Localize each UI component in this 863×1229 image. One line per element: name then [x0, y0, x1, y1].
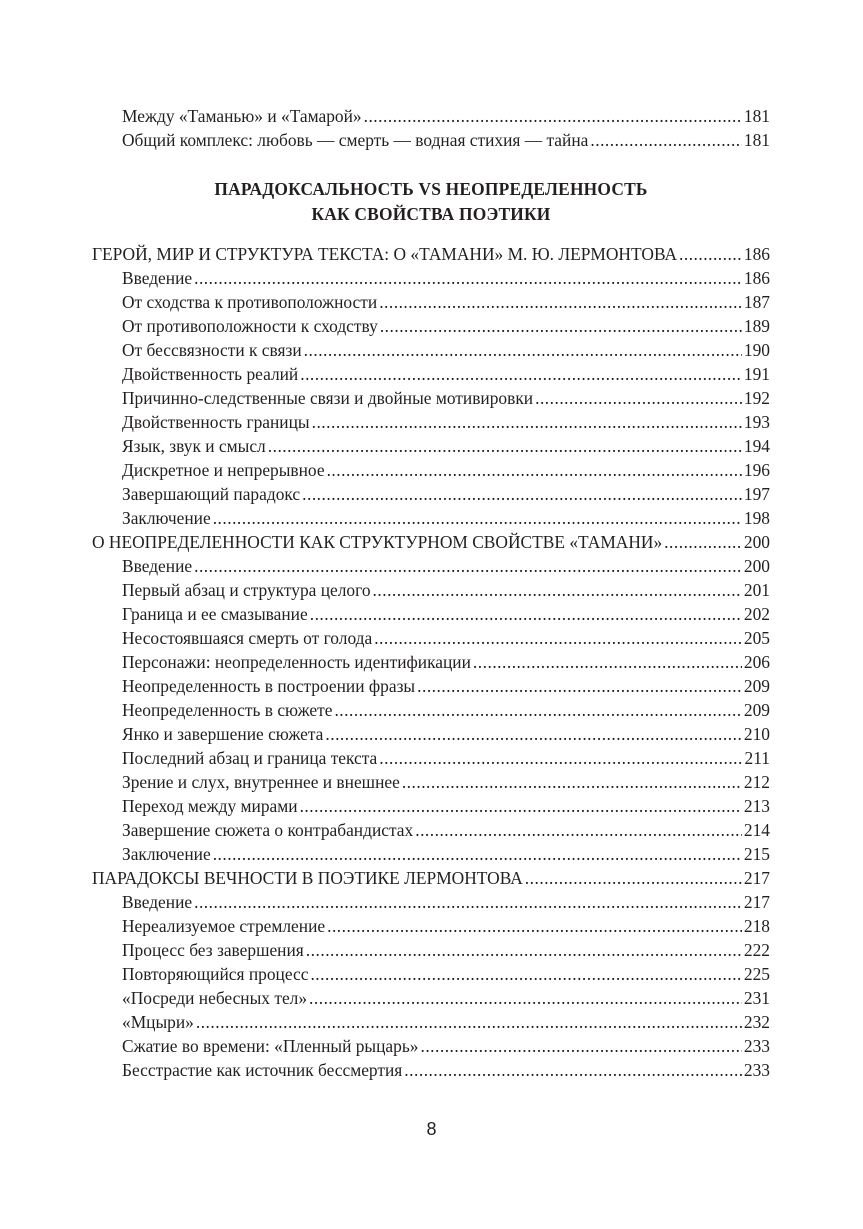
- toc-entry-page: 200: [743, 556, 770, 576]
- toc-entry-title: Завершающий парадокс: [122, 484, 301, 504]
- toc-entry-page: 181: [743, 106, 770, 126]
- toc-entry: [92, 1034, 770, 1058]
- toc-entry-title: Первый абзац и структура целого: [122, 580, 371, 600]
- toc-entry-title: Процесс без завершения: [122, 940, 304, 960]
- toc-entry-title: Граница и ее смазывание: [122, 604, 308, 624]
- toc-entry: [92, 986, 770, 1010]
- toc-entry-page: 209: [743, 700, 770, 720]
- toc-entry-title: Несостоявшаяся смерть от голода: [122, 628, 373, 648]
- dot-leader: [327, 458, 742, 482]
- toc-entry-page: 194: [743, 436, 770, 456]
- toc-entry-title: Двойственность границы: [122, 412, 310, 432]
- toc-entry: [92, 698, 770, 722]
- toc-entry-page: 213: [743, 796, 770, 816]
- toc-entry-title: Введение: [122, 556, 193, 576]
- toc-chapter-title: ПАРАДОКСЫ ВЕЧНОСТИ В ПОЭТИКЕ ЛЕРМОНТОВА: [92, 868, 523, 888]
- dot-leader: [310, 962, 741, 986]
- part-title-line-2: КАК СВОЙСТВА ПОЭТИКИ: [311, 204, 551, 224]
- toc-entry-page: 192: [743, 388, 770, 408]
- toc-entry: [92, 128, 770, 152]
- toc-entry: [92, 890, 770, 914]
- dot-leader: [300, 794, 742, 818]
- toc-entry-title: Заключение: [122, 508, 211, 528]
- toc-entry: [92, 410, 770, 434]
- toc-chapter-heading: [92, 530, 770, 554]
- toc-entry: [92, 458, 770, 482]
- dot-leader: [325, 722, 742, 746]
- dot-leader: [306, 938, 742, 962]
- dot-leader: [379, 290, 742, 314]
- toc-entry: [92, 602, 770, 626]
- toc-entry: [92, 674, 770, 698]
- dot-leader: [404, 1058, 742, 1082]
- toc-entry-title: Зрение и слух, внутреннее и внешнее: [122, 772, 400, 792]
- dot-leader: [417, 674, 742, 698]
- toc-entry: [92, 314, 770, 338]
- toc-entry: [92, 626, 770, 650]
- dot-leader: [334, 698, 741, 722]
- toc-entry-page: 187: [743, 292, 770, 312]
- toc-entry: [92, 554, 770, 578]
- toc-entry-page: 206: [743, 652, 770, 672]
- toc-entry: [92, 818, 770, 842]
- toc-entry: [92, 506, 770, 530]
- toc-entry-page: 181: [743, 130, 770, 150]
- toc-chapters: [92, 242, 770, 1082]
- dot-leader: [213, 842, 742, 866]
- toc-continued-entries: [92, 104, 770, 152]
- toc-entry: [92, 482, 770, 506]
- dot-leader: [473, 650, 742, 674]
- toc-entry-title: Двойственность реалий: [122, 364, 299, 384]
- toc-entry-page: 193: [743, 412, 770, 432]
- toc-entry: [92, 794, 770, 818]
- dot-leader: [420, 1034, 741, 1058]
- toc-entry-title: От противоположности к сходству: [122, 316, 378, 336]
- toc-entry-title: Повторяющийся процесс: [122, 964, 309, 984]
- toc-entry-title: «Посреди небесных тел»: [122, 988, 308, 1008]
- toc-entry: [92, 266, 770, 290]
- toc-entry-title: Общий комплекс: любовь — смерть — водная стихия — тайна: [122, 130, 589, 150]
- toc-entry: [92, 770, 770, 794]
- toc-entry-page: 212: [743, 772, 770, 792]
- toc-entry-title: Последний абзац и граница текста: [122, 748, 378, 768]
- toc-entry-title: От бессвязности к связи: [122, 340, 302, 360]
- toc-entry-page: 214: [743, 820, 770, 840]
- toc-entry-title: От сходства к противоположности: [122, 292, 378, 312]
- toc-entry-title: Завершение сюжета о контрабандистах: [122, 820, 414, 840]
- toc-chapter-page: 186: [743, 244, 770, 264]
- dot-leader: [312, 410, 742, 434]
- dot-leader: [374, 626, 742, 650]
- toc-entry-page: 215: [743, 844, 770, 864]
- toc-entry-page: 198: [743, 508, 770, 528]
- toc-chapter-page: 200: [743, 532, 770, 552]
- toc-entry-title: Неопределенность в сюжете: [122, 700, 333, 720]
- toc-entry-page: 205: [743, 628, 770, 648]
- toc-entry-page: 217: [743, 892, 770, 912]
- toc-entry-page: 225: [743, 964, 770, 984]
- dot-leader: [379, 746, 742, 770]
- dot-leader: [194, 890, 742, 914]
- toc-entry-title: Неопределенность в построении фразы: [122, 676, 416, 696]
- toc-entry-title: Причинно-следственные связи и двойные мотивировки: [122, 388, 534, 408]
- toc-entry-title: Введение: [122, 892, 193, 912]
- toc-entry-page: 210: [743, 724, 770, 744]
- dot-leader: [268, 434, 742, 458]
- toc-entry-page: 233: [743, 1060, 770, 1080]
- toc-chapter-page: 217: [743, 868, 770, 888]
- toc-entry-title: Нереализуемое стремление: [122, 916, 326, 936]
- toc-chapter-heading: [92, 866, 770, 890]
- toc-entry: [92, 338, 770, 362]
- dot-leader: [402, 770, 742, 794]
- toc-entry-page: 186: [743, 268, 770, 288]
- toc-entry-title: «Мцыри»: [122, 1012, 194, 1032]
- dot-leader: [535, 386, 742, 410]
- toc-entry-title: Бесстрастие как источник бессмертия: [122, 1060, 403, 1080]
- toc-entry-page: 189: [743, 316, 770, 336]
- toc-entry-title: Между «Таманью» и «Тамарой»: [122, 106, 362, 126]
- toc-entry: [92, 578, 770, 602]
- dot-leader: [300, 362, 742, 386]
- dot-leader: [373, 578, 742, 602]
- toc-entry-page: 190: [743, 340, 770, 360]
- toc-entry: [92, 962, 770, 986]
- toc-entry-page: 202: [743, 604, 770, 624]
- toc-entry: [92, 746, 770, 770]
- dot-leader: [309, 986, 742, 1010]
- dot-leader: [415, 818, 742, 842]
- toc-entry: [92, 362, 770, 386]
- dot-leader: [590, 128, 742, 152]
- page-number: 8: [426, 1119, 437, 1139]
- toc-entry-title: Дискретное и непрерывное: [122, 460, 325, 480]
- toc-entry: [92, 434, 770, 458]
- dot-leader: [679, 242, 742, 266]
- toc-entry-title: Язык, звук и смысл: [122, 436, 266, 456]
- toc-entry: [92, 914, 770, 938]
- dot-leader: [664, 530, 742, 554]
- toc-entry: [92, 1010, 770, 1034]
- toc-entry-page: 211: [744, 748, 770, 768]
- dot-leader: [304, 338, 742, 362]
- toc-entry: [92, 650, 770, 674]
- dot-leader: [194, 266, 742, 290]
- dot-leader: [196, 1010, 742, 1034]
- toc-entry-title: Персонажи: неопределенность идентификации: [122, 652, 471, 672]
- toc-entry: [92, 722, 770, 746]
- dot-leader: [194, 554, 742, 578]
- dot-leader: [310, 602, 742, 626]
- dot-leader: [213, 506, 742, 530]
- toc-entry-page: 231: [743, 988, 770, 1008]
- toc-entry-title: Заключение: [122, 844, 211, 864]
- toc-entry-page: 233: [743, 1036, 770, 1056]
- toc-entry-page: 218: [743, 916, 770, 936]
- toc-entry: [92, 938, 770, 962]
- toc-entry-page: 191: [743, 364, 770, 384]
- toc-entry-title: Переход между мирами: [122, 796, 298, 816]
- dot-leader: [525, 866, 742, 890]
- toc-entry-page: 232: [743, 1012, 770, 1032]
- toc-entry-page: 201: [743, 580, 770, 600]
- toc-chapter-title: ГЕРОЙ, МИР И СТРУКТУРА ТЕКСТА: О «ТАМАНИ» М. Ю. ЛЕРМОНТОВА: [92, 244, 678, 264]
- toc-chapter-title: О НЕОПРЕДЕЛЕННОСТИ КАК СТРУКТУРНОМ СВОЙСТВЕ «ТАМАНИ»: [92, 532, 663, 552]
- dot-leader: [302, 482, 742, 506]
- toc-entry-page: 197: [743, 484, 770, 504]
- part-title: [92, 177, 770, 227]
- dot-leader: [327, 914, 742, 938]
- dot-leader: [380, 314, 742, 338]
- toc-entry-page: 196: [743, 460, 770, 480]
- toc-entry: [92, 1058, 770, 1082]
- toc-entry-page: 209: [743, 676, 770, 696]
- toc-entry: [92, 386, 770, 410]
- toc-entry-title: Сжатие во времени: «Пленный рыцарь»: [122, 1036, 419, 1056]
- dot-leader: [364, 104, 742, 128]
- toc-entry: [92, 842, 770, 866]
- toc-entry: [92, 290, 770, 314]
- toc-entry-title: Янко и завершение сюжета: [122, 724, 324, 744]
- toc-chapter-heading: [92, 242, 770, 266]
- toc-entry-page: 222: [743, 940, 770, 960]
- part-title-line-1: ПАРАДОКСАЛЬНОСТЬ VS НЕОПРЕДЕЛЕННОСТЬ: [214, 179, 648, 199]
- toc-entry: [92, 104, 770, 128]
- toc-entry-title: Введение: [122, 268, 193, 288]
